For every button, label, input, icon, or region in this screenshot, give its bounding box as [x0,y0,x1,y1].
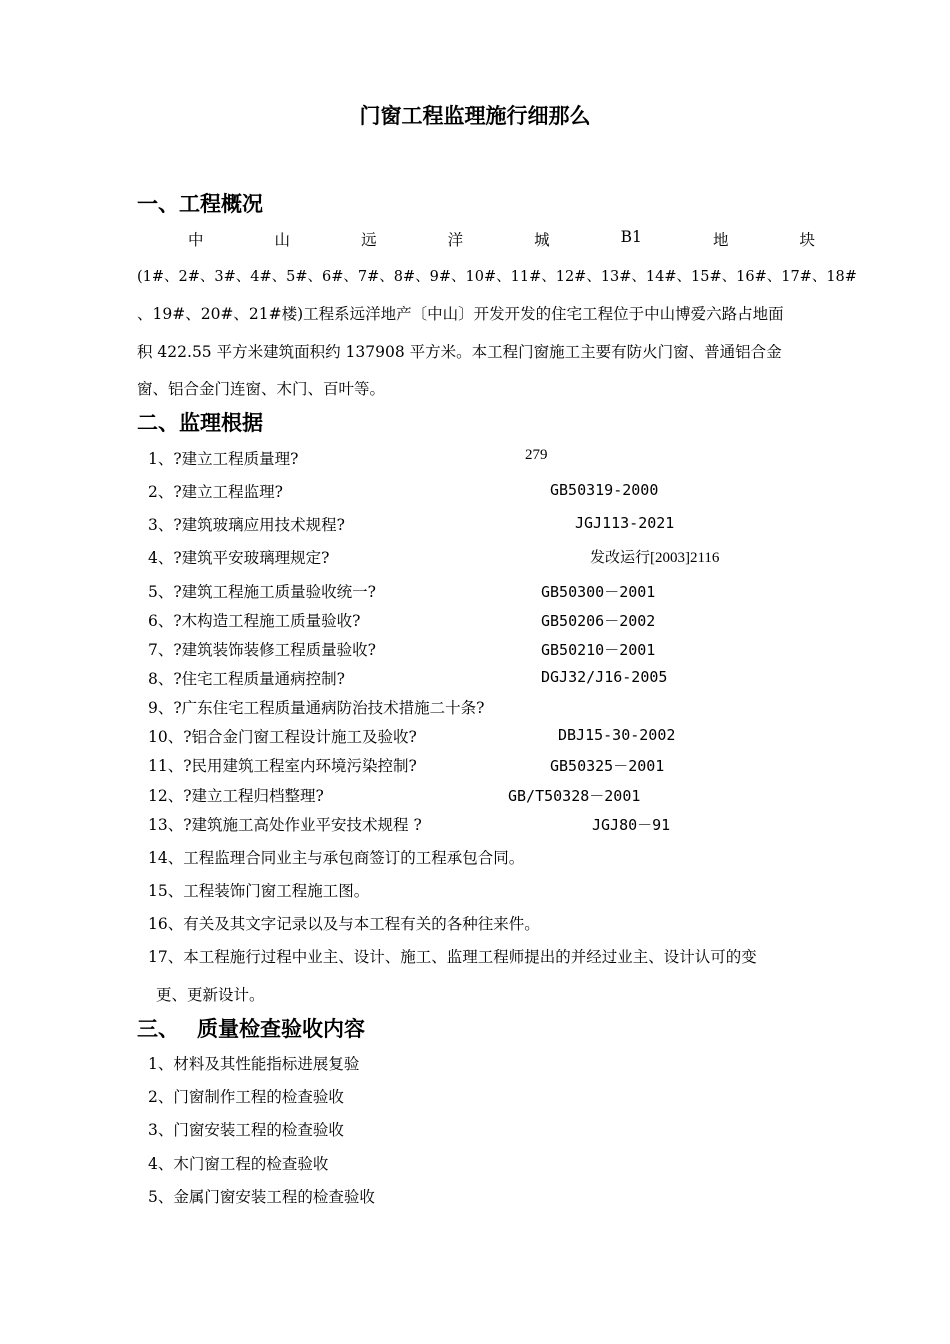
basis-item-17-continued: 更、更新设计。 [156,986,265,1004]
basis-item-code: GB50210－2001 [541,641,656,659]
inspection-item: 3、门窗安装工程的检查验收 [148,1121,344,1139]
basis-item-code: GB/T50328－2001 [508,787,641,805]
inspection-item: 1、材料及其性能指标进展复验 [148,1055,360,1073]
inspection-item: 5、金属门窗安装工程的检查验收 [148,1188,375,1206]
section-heading-inspection [137,1013,365,1043]
basis-item-code: JGJ80－91 [592,816,671,834]
basis-item-code: DGJ32/J16-2005 [541,668,668,686]
overview-line-3: 、19#、20#、21#楼)工程系远洋地产〔中山〕开发开发的住宅工程位于中山博爱六路占地面 [137,305,784,323]
basis-item-label: 13、?建筑施工高处作业平安技术规程 ? [148,816,422,834]
basis-item-label: 12、?建立工程归档整理? [148,787,324,805]
basis-item-label: 4、?建筑平安玻璃理规定? [148,549,330,567]
basis-item-16: 16、有关及其文字记录以及与本工程有关的各种往来件。 [148,915,540,933]
inspection-item: 2、门窗制作工程的检查验收 [148,1088,344,1106]
basis-item-label: 2、?建立工程监理? [148,483,283,501]
document-title: 门窗工程监理施行细那么 [359,103,591,128]
heading-number: 三、 [137,1016,179,1041]
basis-item-label: 3、?建筑玻璃应用技术规程? [148,516,345,534]
overview-line-2: (1#、2#、3#、4#、5#、6#、7#、8#、9#、10#、11#、12#、13#、14#、15#、16#、17#、18# [137,269,857,285]
basis-item-label: 11、?民用建筑工程室内环境污染控制? [148,757,417,775]
inspection-item: 4、木门窗工程的检查验收 [148,1155,329,1173]
basis-item-label: 7、?建筑装饰装修工程质量验收? [148,641,376,659]
word: 地 [712,231,729,249]
overview-line-1 [188,228,815,250]
basis-item-label: 8、?住宅工程质量通病控制? [148,670,345,688]
basis-item-label: 1、?建立工程质量理? [148,450,299,468]
basis-item-label: 10、?铝合金门窗工程设计施工及验收? [148,728,417,746]
basis-item-label: 9、?广东住宅工程质量通病防治技术措施二十条? [148,699,485,717]
basis-item-code: GB50325－2001 [550,757,665,775]
overview-line-5: 窗、铝合金门连窗、木门、百叶等。 [137,380,386,398]
basis-item-code: GB50300－2001 [541,583,656,601]
word: 中 [188,231,204,249]
word: 块 [799,231,815,249]
overview-line-4: 积 422.55 平方米建筑面积约 137908 平方米。本工程门窗施工主要有防火门窗、普通铝合金 [137,343,782,361]
basis-item-label: 5、?建筑工程施工质量验收统一? [148,583,376,601]
section-heading-overview: 一、工程概况 [137,191,263,216]
basis-item-17: 17、本工程施行过程中业主、设计、施工、监理工程师提出的并经过业主、设计认可的变 [148,948,757,966]
basis-item-code: 发改运行[2003]2116 [590,550,720,566]
word: B1 [620,228,642,246]
heading-text: 质量检查验收内容 [197,1016,365,1041]
word: 远 [361,231,377,249]
basis-item-14: 14、工程监理合同业主与承包商签订的工程承包合同。 [148,849,525,867]
word: 洋 [447,231,464,249]
basis-item-code: JGJ113-2021 [575,514,675,532]
basis-item-code: DBJ15-30-2002 [558,726,676,744]
word: 城 [534,231,550,249]
basis-item-label: 6、?木构造工程施工质量验收? [148,612,361,630]
basis-item-code: GB50319-2000 [550,481,659,499]
basis-item-15: 15、工程装饰门窗工程施工图。 [148,882,370,900]
basis-item-code: 279 [525,447,548,463]
basis-item-code: GB50206－2002 [541,612,656,630]
word: 山 [274,231,291,249]
section-heading-basis: 二、监理根据 [137,410,263,435]
